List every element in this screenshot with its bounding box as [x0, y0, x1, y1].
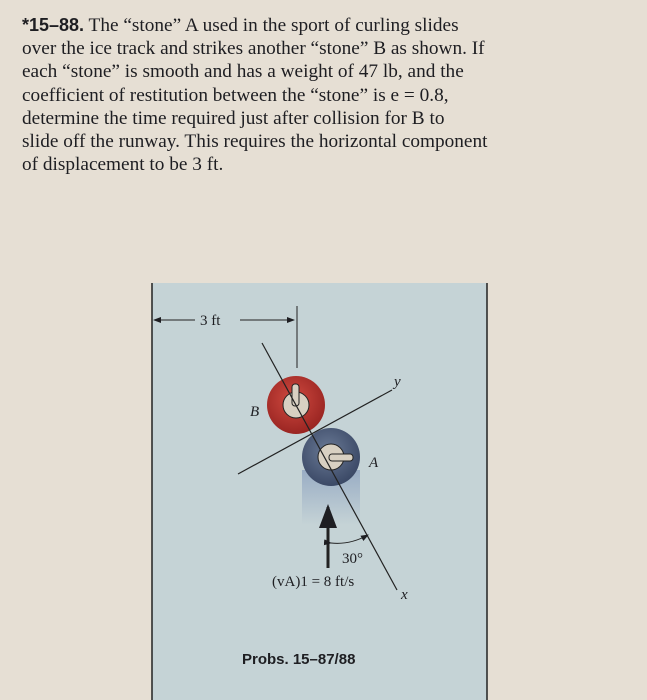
- problem-line-7: of displacement to be 3 ft.: [22, 154, 224, 176]
- angle-label: 30°: [342, 551, 363, 567]
- problem-number: *15–88.: [22, 15, 85, 35]
- x-axis-label: x: [401, 587, 408, 603]
- problem-line-5: determine the time required just after collision for B to: [22, 107, 445, 129]
- problem-line-6: slide off the runway. This requires the horizontal component: [22, 131, 488, 153]
- dimension-label: 3 ft: [200, 313, 221, 329]
- problem-line-4: coefficient of restitution between the “stone” is e = 0.8,: [22, 84, 449, 106]
- problem-line-2: over the ice track and strikes another “stone” B as shown. If: [22, 38, 485, 60]
- stone-a-label: A: [369, 455, 379, 471]
- stone-b-label: B: [250, 404, 260, 420]
- figure-caption: Probs. 15–87/88: [242, 651, 356, 668]
- problem-line-3: each “stone” is smooth and has a weight of 47 lb, and the: [22, 61, 464, 83]
- velocity-label: (vA)1 = 8 ft/s: [272, 574, 355, 590]
- stone-a: [302, 428, 360, 486]
- problem-text: The “stone” A used in the sport of curling slides: [88, 15, 459, 36]
- y-axis-label: y: [394, 374, 401, 390]
